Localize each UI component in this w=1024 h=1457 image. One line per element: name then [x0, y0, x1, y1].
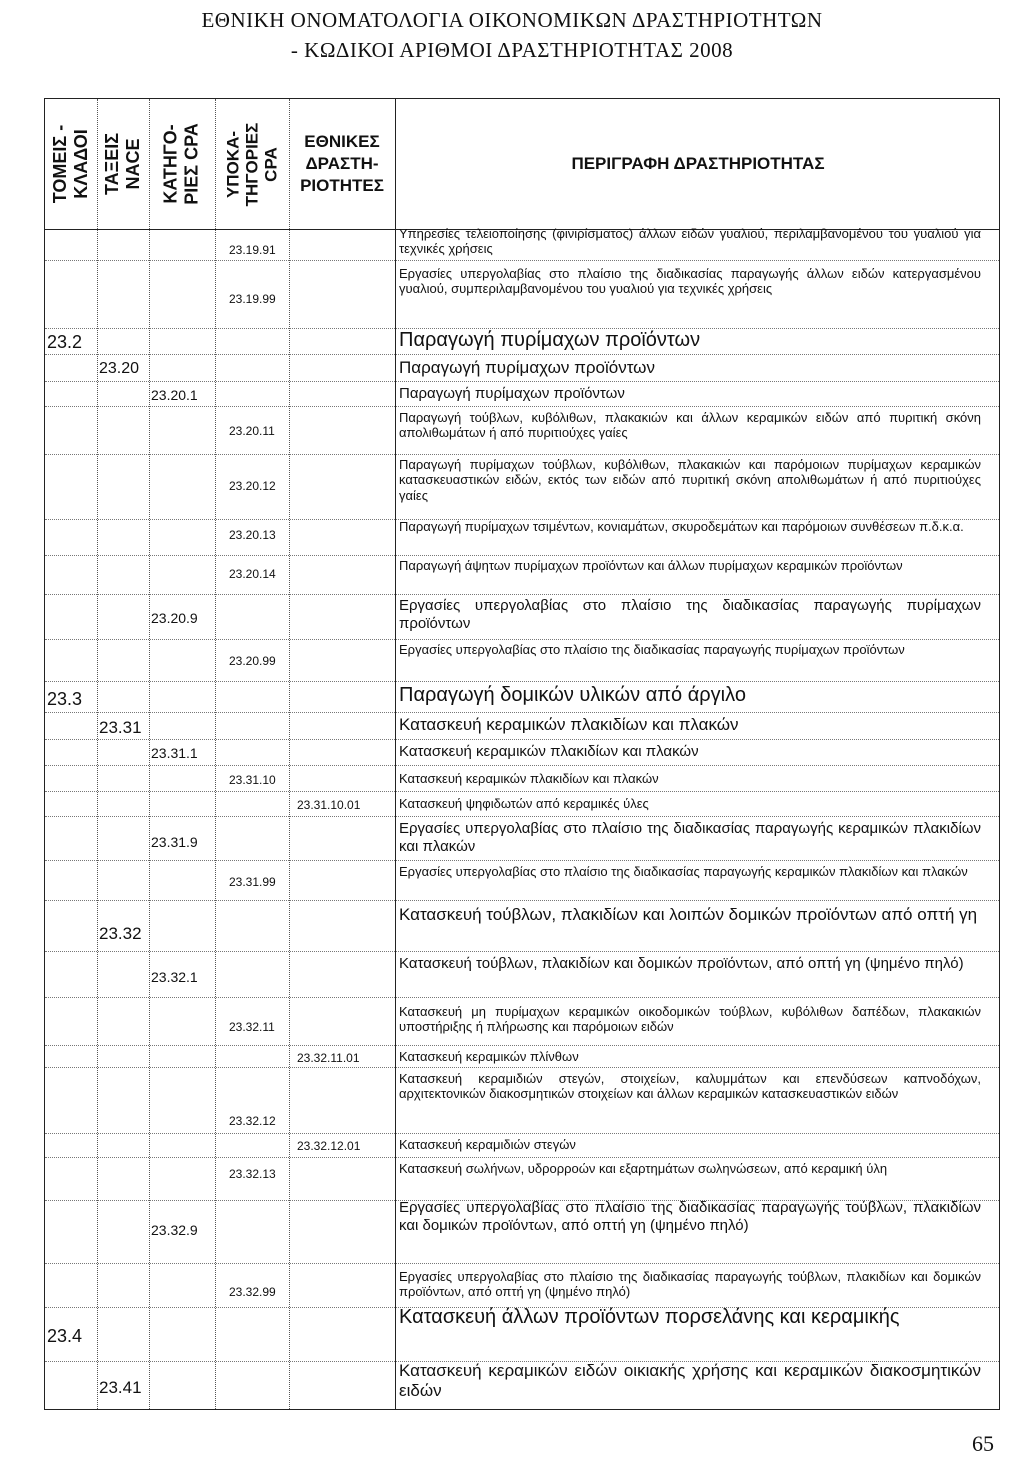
code-cell: 23.20.11	[229, 424, 275, 438]
description-cell: Κατασκευή κεραμικών πλίνθων	[399, 1049, 579, 1064]
code-cell: 23.31.9	[151, 834, 198, 850]
code-cell: 23.20.12	[229, 479, 276, 493]
column-header-perigrafi: ΠΕΡΙΓΡΑΦΗ ΔΡΑΣΤΗΡΙΟΤΗΤΑΣ	[571, 154, 825, 173]
description-cell: Εργασίες υπεργολαβίας στο πλαίσιο της διαδικασίας παραγωγής τούβλων, πλακιδίων και δομικών προϊόντων, από οπτή γη (ψημένο πηλό)	[399, 1199, 981, 1234]
code-cell: 23.31.10.01	[297, 798, 361, 812]
description-cell: Παραγωγή άψητων πυρίμαχων προϊόντων και άλλων πυρίμαχων κεραμικών προϊόντων	[399, 558, 903, 573]
code-cell: 23.31.10	[229, 773, 276, 787]
description-cell: Κατασκευή κεραμικών πλακιδίων και πλακών	[399, 743, 699, 760]
description-cell: Κατασκευή κεραμιδιών στεγών	[399, 1137, 576, 1152]
description-cell: Κατασκευή κεραμιδιών στεγών, στοιχείων, καλυμμάτων και επενδύσεων καπνοδόχων, αρχιτεκτονικών διακοσμητικών στοιχείων και άλλων κεραμικών κατασκευαστικών ειδών	[399, 1071, 981, 1102]
code-cell: 23.20.1	[151, 387, 198, 403]
description-cell: Κατασκευή τούβλων, πλακιδίων και λοιπών δομικών προϊόντων από οπτή γη	[399, 905, 978, 924]
code-cell: 23.4	[47, 1326, 83, 1346]
code-cell: 23.32.1	[151, 969, 198, 985]
column-header-kathgories	[149, 99, 215, 229]
code-cell: 23.20.13	[229, 528, 276, 542]
description-cell: Εργασίες υπεργολαβίας στο πλαίσιο της διαδικασίας παραγωγής κεραμικών πλακιδίων και πλακών	[399, 864, 968, 879]
description-cell: Κατασκευή σωλήνων, υδρορροών και εξαρτημάτων σωληνώσεων, από κεραμική ύλη	[399, 1161, 888, 1176]
description-cell: Παραγωγή δομικών υλικών από άργιλο	[399, 684, 746, 706]
code-cell: 23.32.99	[229, 1285, 276, 1299]
description-cell: Παραγωγή πυρίμαχων προϊόντων	[399, 385, 625, 402]
activity-codes-table	[44, 98, 1000, 1410]
description-cell: Εργασίες υπεργολαβίας στο πλαίσιο της διαδικασίας παραγωγής κεραμικών πλακιδίων και πλακών	[399, 820, 981, 855]
description-cell: Παραγωγή πυρίμαχων προϊόντων	[399, 358, 655, 377]
code-cell: 23.20.99	[229, 654, 276, 668]
code-cell: 23.20.9	[151, 610, 198, 626]
description-cell: Κατασκευή κεραμικών ειδών οικιακής χρήσης και κεραμικών διακοσμητικών ειδών	[399, 1361, 981, 1401]
code-cell: 23.31	[99, 718, 142, 737]
code-cell: 23.32.9	[151, 1222, 198, 1238]
code-cell: 23.19.91	[229, 243, 276, 257]
column-header-tomeis-label: ΤΟΜΕΙΣ - ΚΛΑΔΟΙ	[50, 124, 91, 204]
description-cell: Εργασίες υπεργολαβίας στο πλαίσιο της διαδικασίας παραγωγής πυρίμαχων προϊόντων	[399, 597, 981, 632]
page-number: 65	[972, 1431, 994, 1456]
code-cell: 23.32.13	[229, 1167, 276, 1181]
description-cell: Παραγωγή πυρίμαχων τσιμέντων, κονιαμάτων, σκυροδεμάτων και παρόμοιων συνθέσεων π.δ.κ.α.	[399, 519, 964, 534]
description-cell: Εργασίες υπεργολαβίας στο πλαίσιο της διαδικασίας παραγωγής τούβλων, πλακιδίων και δομικών προϊόντων, από οπτή γη (ψημένο πηλό)	[399, 1269, 981, 1300]
code-cell: 23.19.99	[229, 292, 276, 306]
code-cell: 23.3	[47, 689, 83, 709]
column-header-ethnikes: ΕΘΝΙΚΕΣ ΔΡΑΣΤΗ- ΡΙΟΤΗΤΕΣ	[300, 132, 384, 195]
description-cell: Παραγωγή πυρίμαχων προϊόντων	[399, 329, 701, 351]
description-cell: Κατασκευή κεραμικών πλακιδίων και πλακών	[399, 715, 739, 734]
description-cell: Εργασίες υπεργολαβίας στο πλαίσιο της διαδικασίας παραγωγής άλλων ειδών κατεργασμένου γυαλιού, συμπεριλαμβανομένου του γυαλιού για τεχνικές χρήσεις	[399, 266, 981, 297]
column-header-kathgories-label: ΚΑΤΗΓΟ- ΡΙΕΣ CPA	[161, 123, 203, 205]
code-cell: 23.32.11	[229, 1020, 275, 1034]
document-subtitle: - ΚΩΔΙΚΟΙ ΑΡΙΘΜΟΙ ΔΡΑΣΤΗΡΙΟΤΗΤΑΣ 2008	[290, 38, 734, 62]
column-header-ypokathgories-label: ΥΠΟΚΑ- ΤΗΓΟΡΙΕΣ CPA	[223, 122, 281, 206]
code-cell: 23.41	[99, 1378, 142, 1397]
column-header-taxeis	[97, 99, 149, 229]
column-header-ypokathgories	[215, 99, 289, 229]
description-cell: Παραγωγή πυρίμαχων τούβλων, κυβόλιθων, πλακακιών και παρόμοιων πυρίμαχων κεραμικών κατασκευαστικών ειδών, εκτός των ειδών από πυριτική σκόνη απολιθωμάτων ή από πυριτιούχες γαίες	[399, 457, 981, 503]
description-cell: Εργασίες υπεργολαβίας στο πλαίσιο της διαδικασίας παραγωγής πυρίμαχων προϊόντων	[399, 642, 905, 657]
description-cell: Κατασκευή ψηφιδωτών από κεραμικές ύλες	[399, 796, 649, 811]
description-cell: Κατασκευή μη πυρίμαχων κεραμικών οικοδομικών τούβλων, κυβόλιθων δαπέδων, πλακακιών υποστήριξης ή πλήρωσης και παρόμοιων ειδών	[399, 1004, 981, 1035]
document-title: ΕΘΝΙΚΗ ΟΝΟΜΑΤΟΛΟΓΙΑ ΟΙΚΟΝΟΜΙΚΩΝ ΔΡΑΣΤΗΡΙΟΤΗΤΩΝ	[201, 8, 823, 32]
code-cell: 23.20	[99, 360, 140, 377]
description-cell: Υπηρεσίες τελειοποίησης (φινιρίσματος) άλλων ειδών γυαλιού, περιλαμβανομένου του γυαλιού για τεχνικές χρήσεις	[399, 226, 981, 257]
column-header-taxeis-label: ΤΑΞΕΙΣ NACE	[102, 132, 143, 196]
code-cell: 23.20.14	[229, 567, 276, 581]
description-cell: Παραγωγή τούβλων, κυβόλιθων, πλακακιών και άλλων κεραμικών ειδών από πυριτική σκόνη απολιθωμάτων ή από πυριτιούχες γαίες	[399, 410, 981, 441]
code-cell: 23.2	[47, 332, 83, 352]
code-cell: 23.32	[99, 924, 142, 943]
code-cell: 23.31.99	[229, 875, 276, 889]
code-cell: 23.32.11.01	[297, 1051, 360, 1065]
description-cell: Κατασκευή τούβλων, πλακιδίων και δομικών προϊόντων, από οπτή γη (ψημένο πηλό)	[399, 955, 964, 972]
code-cell: 23.31.1	[151, 745, 198, 761]
column-header-tomeis	[45, 99, 97, 229]
code-cell: 23.32.12	[229, 1114, 276, 1128]
code-cell: 23.32.12.01	[297, 1139, 361, 1153]
description-cell: Κατασκευή άλλων προϊόντων πορσελάνης και κεραμικής	[399, 1306, 900, 1328]
description-cell: Κατασκευή κεραμικών πλακιδίων και πλακών	[399, 771, 659, 786]
